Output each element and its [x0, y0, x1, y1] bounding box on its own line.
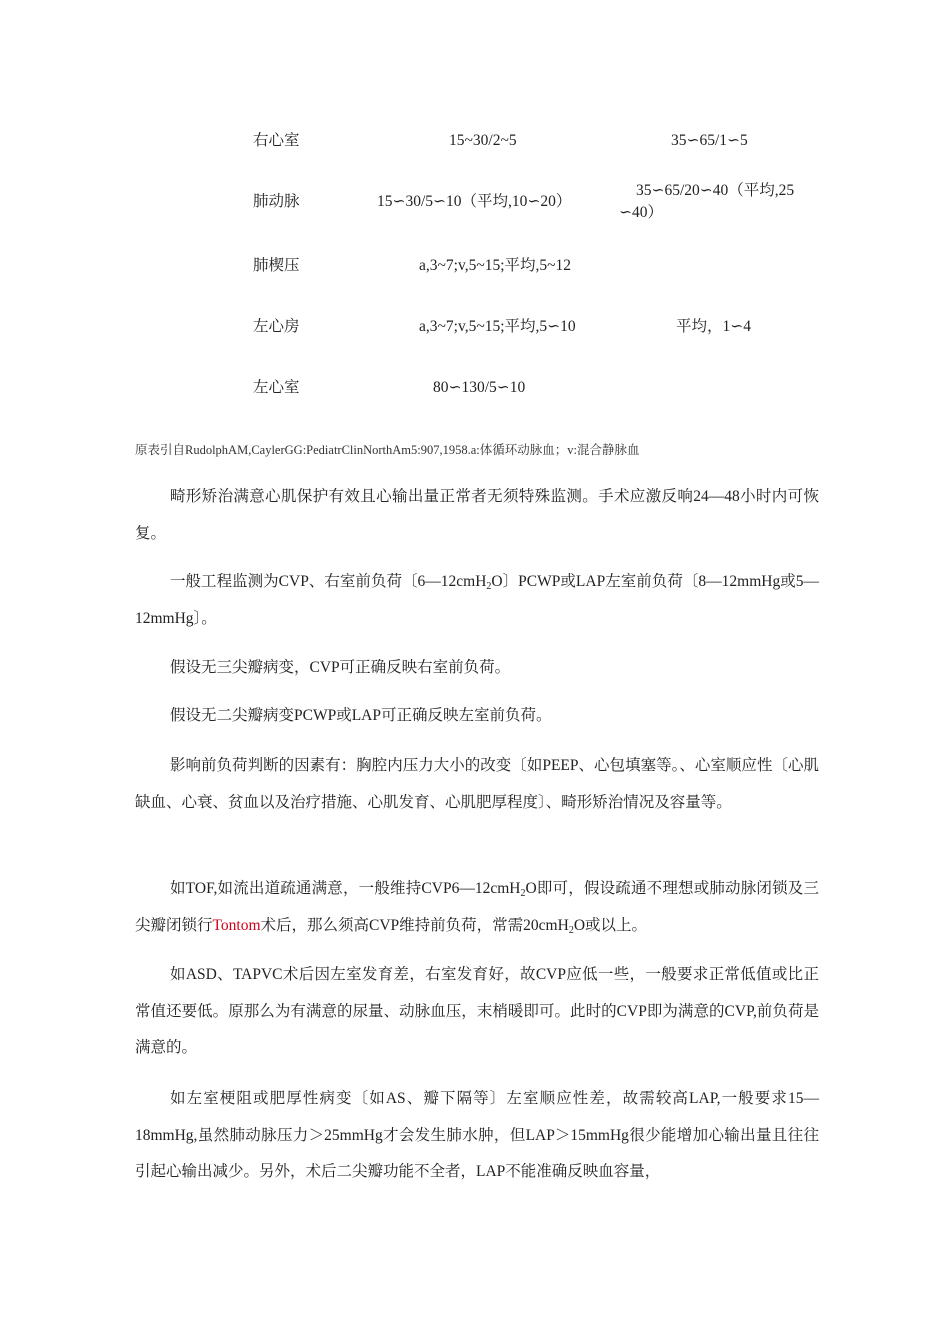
highlighted-term: Tontom — [212, 916, 261, 934]
text-run: 术后，那么须高CVP维持前负荷，常需20cmH — [260, 916, 569, 934]
subscript: 2 — [486, 581, 492, 592]
paragraph: 畸形矫治满意心肌保护有效且心输出量正常者无须特殊监测。手术应激反响24—48小时内可恢复。 — [135, 488, 819, 542]
text-run: 如TOF,如流出道疏通满意，一般维持CVP6—12cmH — [170, 880, 521, 897]
row-value-a: 15∽30/5∽10（平均,10∽20） — [377, 193, 572, 210]
paragraph: 如左室梗阻或肥厚性病变〔如AS、瓣下隔等〕左室顺应性差，故需较高LAP,一般要求15—18mmHg,虽然肺动脉压力＞25mmHg才会发生肺水肿，但LAP＞15mmHg很少能增加心输出量且往往引起心输出减少。另外，术后二尖瓣功能不全者，LAP不能准确反映血容量， — [135, 1090, 819, 1180]
row-value-a: 15~30/2~5 — [449, 132, 517, 149]
row-name: 左心室 — [253, 379, 300, 396]
paragraph — [135, 871, 819, 944]
row-value-b-continued: ∽40） — [619, 204, 663, 221]
subscript: 2 — [568, 924, 574, 936]
row-value-b: 35∽65/20∽40（平均,25 — [636, 182, 795, 199]
text-run: O〕PCWP或LAP左室前负荷〔8—12mmHg或5—12mmHg〕。 — [135, 573, 819, 627]
row-name: 肺动脉 — [253, 193, 300, 210]
row-value-b: 35∽65/1∽5 — [671, 132, 748, 149]
paragraph: 如ASD、TAPVC术后因左室发育差，右室发育好，故CVP应低一些，一般要求正常低值或比正常值还要低。原那么为有满意的尿量、动脉血压，末梢暖即可。此时的CVP即为满意的CVP,前负荷是满意的。 — [135, 966, 819, 1056]
row-value-a: a,3~7;v,5~15;平均,5~12 — [419, 257, 572, 274]
row-name: 肺楔压 — [253, 257, 300, 274]
subscript: 2 — [520, 888, 526, 899]
text-run: O或以上。 — [573, 916, 648, 934]
row-value-a: 80∽130/5∽10 — [433, 379, 526, 396]
row-name: 左心房 — [253, 318, 300, 335]
paragraph: 假设无三尖瓣病变，CVP可正确反映右室前负荷。 — [170, 659, 511, 676]
row-value-b: 平均，1∽4 — [676, 318, 751, 335]
text-run: O即可，假设疏通不理想或肺动脉闭锁及三尖瓣闭锁行 — [135, 880, 819, 934]
row-value-a: a,3~7;v,5~15;平均,5∽10 — [419, 318, 576, 335]
paragraph — [135, 564, 819, 637]
row-name: 右心室 — [253, 132, 300, 149]
table-caption: 原表引自RudolphAM,CaylerGG:PediatrClinNorthAm5:907,1958.a:体循环动脉血；v:混合静脉血 — [135, 443, 640, 457]
text-run: 一般工程监测为CVP、右室前负荷〔6—12cmH — [170, 573, 487, 590]
paragraph: 假设无二尖瓣病变PCWP或LAP可正确反映左室前负荷。 — [170, 707, 552, 724]
paragraph: 影响前负荷判断的因素有：胸腔内压力大小的改变〔如PEEP、心包填塞等。、心室顺应性〔心肌缺血、心衰、贫血以及治疗措施、心肌发育、心肌肥厚程度〕、畸形矫治情况及容量等。 — [135, 757, 819, 811]
